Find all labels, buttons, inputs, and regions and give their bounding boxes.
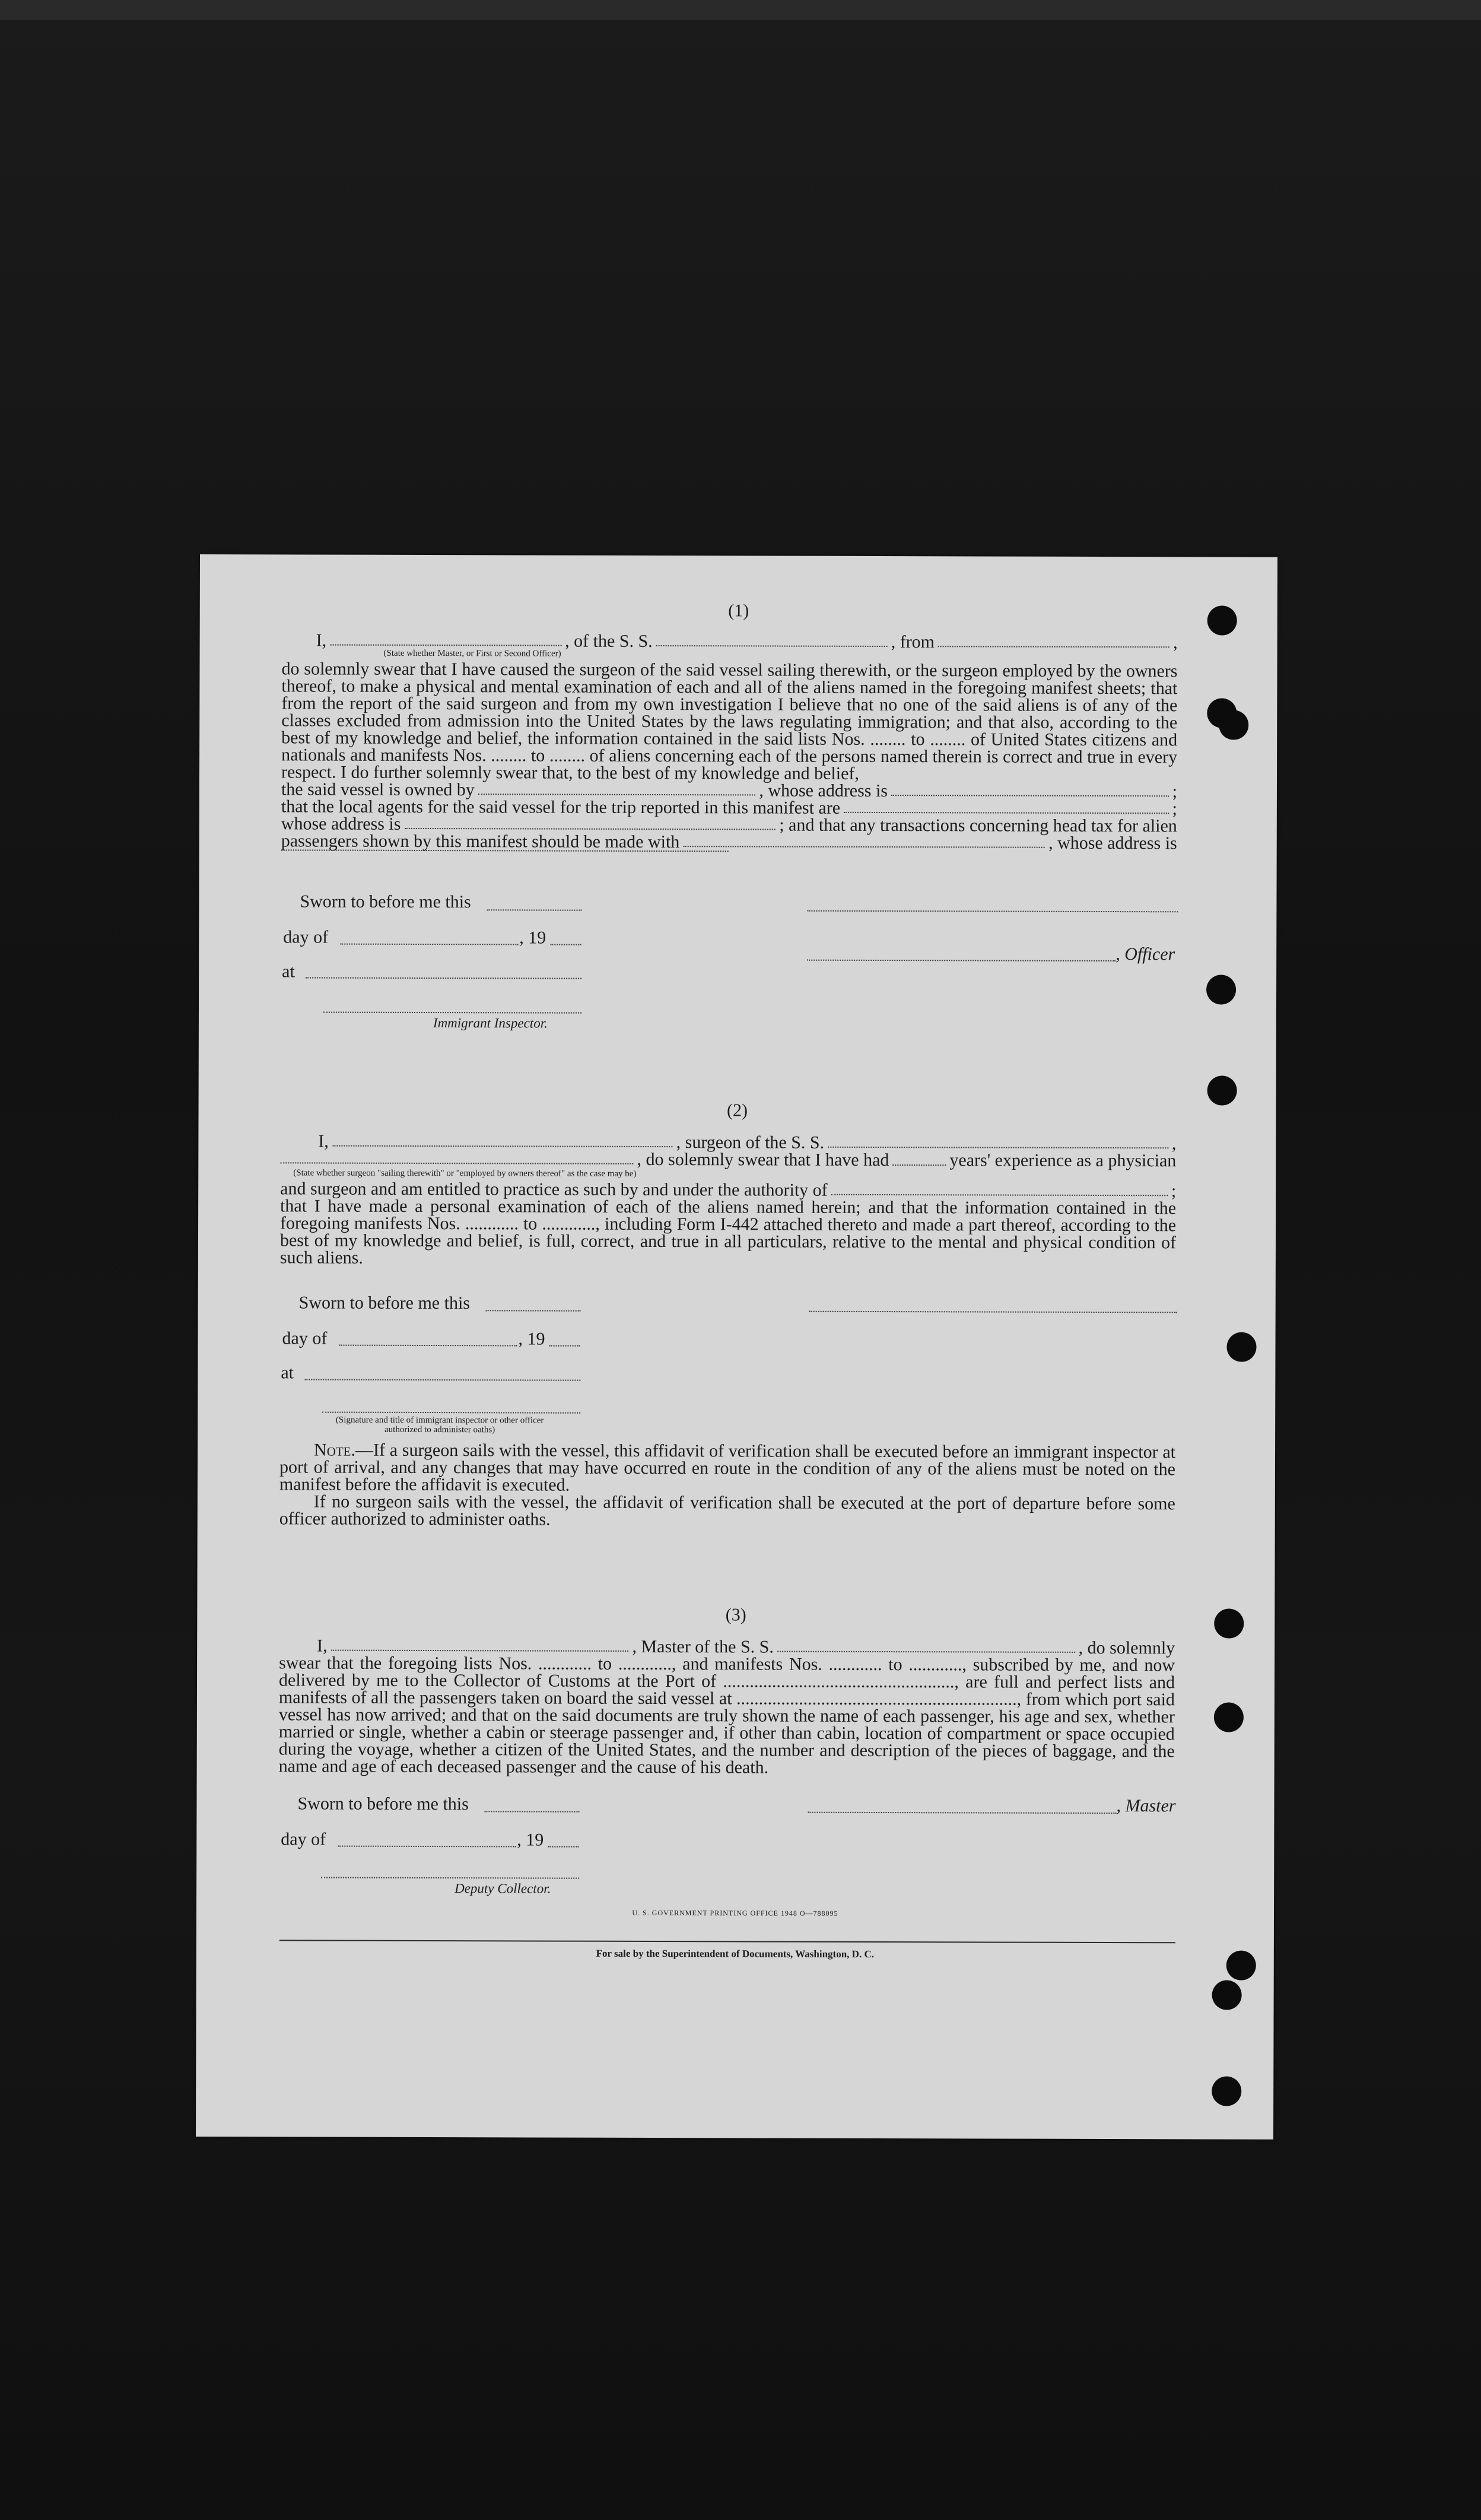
place-field-2[interactable] (304, 1379, 580, 1380)
section-1-from: , from (891, 632, 935, 652)
punch-hole (1214, 1702, 1244, 1732)
sworn-date-field-2[interactable] (486, 1310, 581, 1311)
years-field[interactable] (892, 1164, 946, 1166)
sworn-label-1: Sworn to before me this (300, 891, 471, 912)
local-agents-label: that the local agents for the said vessel for the trip reported in this manifest are (281, 796, 841, 818)
master-vessel-field[interactable] (777, 1651, 1075, 1653)
master-of-label: , Master of the S. S. (632, 1636, 774, 1657)
day-of-label-3: day of (281, 1829, 326, 1849)
section-2-i: I, (318, 1131, 329, 1151)
day-of-label-2: day of (282, 1328, 328, 1348)
at-label-1: at (282, 961, 295, 982)
officer-title-field[interactable] (807, 960, 1115, 961)
punch-hole (1207, 1075, 1237, 1105)
month-field-3[interactable] (338, 1846, 516, 1848)
month-field-2[interactable] (339, 1345, 517, 1347)
surgeon-vessel-field[interactable] (828, 1147, 1168, 1149)
section-1-number: (1) (728, 601, 749, 621)
section-3-body-text: swear that the foregoing lists Nos. ............ to ............, and manifests Nos. ............ to ............, subscribed by me, and now delivered by me to the Collector of Customs at the Port of ...................................................., are full and perfect lists and manifests of all the passengers taken on board the said vessel at ..............................................................., from which port said vessel has now arrived; and that on the said documents are truly shown the name of each passenger, his age and sex, whether married or single, whether a cabin or steerage passenger and, if other than cabin, location of compartment or space occupied during the voyage, whether a citizen of the United States, and the number and description of the pieces of baggage, and the name and age of each deceased passenger and the cause of his death. (278, 1653, 1175, 1778)
authority-label: and surgeon and am entitled to practice as such by and under the authority of (280, 1179, 828, 1200)
master-name-field[interactable] (331, 1650, 629, 1652)
punch-hole (1226, 1332, 1256, 1362)
sworn-date-field-3[interactable] (484, 1811, 579, 1812)
printer-imprint: U. S. GOVERNMENT PRINTING OFFICE 1948 O—788095 (632, 1908, 838, 1918)
officer-signature-field[interactable] (807, 910, 1178, 913)
surgeon-status-field[interactable] (280, 1162, 633, 1164)
inspector-signature-field[interactable] (323, 1012, 581, 1014)
master-label: , Master (1116, 1796, 1176, 1816)
place-field-1[interactable] (306, 977, 581, 979)
officer-label: , Officer (1115, 944, 1175, 964)
surgeon-signature-field[interactable] (809, 1311, 1177, 1313)
section-2-header: I, , surgeon of the S. S. , , do solemnly swear that I have had years' experience as a physician (280, 1132, 1176, 1169)
punch-hole (1206, 975, 1236, 1004)
owner-address-label: , whose address is (759, 780, 888, 801)
rank-field[interactable] (330, 645, 561, 646)
section-1-i: I, (316, 630, 327, 650)
year-label-1: , 19 (519, 928, 546, 948)
head-tax-label: ; and that any transactions concerning head tax for alien (779, 815, 1177, 836)
sworn-label-3: Sworn to before me this (297, 1794, 469, 1814)
section-1-body: do solemnly swear that I have caused the surgeon of the said vessel sailing therewith, or the surgeon employed by the owners thereof, to make a physical and mental examination of each and all of the aliens named in the foregoing manifest sheets; that from the report of the said surgeon and from my own investigation I believe that no one of the said aliens is of any of the classes excluded from admission into the United States by the laws regulating immigration; and that also, according to the best of my knowledge and belief, the information contained in the said lists Nos. ........ to ........ of United States citizens and nationals and manifests Nos. ........ to ........ of aliens concerning each of the persons named therein is correct and true in every respect. I do further solemnly swear that, to the best of my knowledge and belief, the said vessel is owned by , whose address is ; that the local agents for the said vessel for the trip reported in this manifest are ; whose address is ; and that any transactions concerning head tax for alien passengers shown by this manifest should be made with , whose address is (281, 659, 1178, 853)
swear-had-label: , do solemnly swear that I have had (637, 1149, 889, 1170)
document-page (196, 554, 1277, 2140)
local-agents-field[interactable] (844, 812, 1168, 814)
agent-address-field[interactable] (404, 828, 776, 830)
surgeon-of-label: , surgeon of the S. S. (676, 1132, 825, 1153)
owned-by-label: the said vessel is owned by (281, 779, 475, 800)
do-solemnly-label: , do solemnly (1078, 1637, 1175, 1658)
master-signature-field[interactable] (808, 1812, 1116, 1814)
month-field-1[interactable] (340, 944, 518, 945)
punch-hole (1219, 710, 1248, 740)
section-3-i: I, (317, 1636, 328, 1656)
year-label-3: , 19 (517, 1830, 544, 1850)
owner-field[interactable] (478, 794, 756, 795)
section-2-number: (2) (727, 1100, 748, 1121)
punch-hole (1212, 2076, 1241, 2106)
section-2-subcaption: (State whether surgeon "sailing therewith" or "employed by owners thereof" as the case may be) (293, 1168, 637, 1179)
footer-rule (279, 1940, 1175, 1943)
authorized-officer-signature-field[interactable] (322, 1412, 580, 1414)
section-1-header-line: I, , of the S. S. , from , (316, 630, 1178, 653)
authority-field[interactable] (831, 1194, 1168, 1196)
section-3-body (279, 1637, 1175, 1777)
section-1-body-text: do solemnly swear that I have caused the surgeon of the said vessel sailing therewith, or the surgeon employed by the owners thereof, to make a physical and mental examination of each and all of the aliens named in the foregoing manifest sheets; that from the report of the said surgeon and from my own investigation I believe that no one of the said aliens is of any of the classes excluded from admission into the United States by the laws regulating immigration; and that also, according to the best of my knowledge and belief, the information contained in the said lists Nos. ........ to ........ of United States citizens and nationals and manifests Nos. ........ to ........ of aliens concerning each of the persons named therein is correct and true in every respect. I do further solemnly swear that, to the best of my knowledge and belief, (281, 659, 1178, 783)
sale-notice: For sale by the Superintendent of Documents, Washington, D. C. (596, 1947, 875, 1960)
at-label-2: at (281, 1363, 294, 1383)
collector-caption: Deputy Collector. (455, 1881, 551, 1896)
year-field-2[interactable] (549, 1345, 580, 1347)
day-of-label-1: day of (283, 927, 329, 947)
years-label: years' experience as a physician (949, 1150, 1177, 1171)
passengers-label: passengers shown by this manifest should be made with (281, 831, 680, 852)
section-3-number: (3) (725, 1605, 746, 1625)
head-tax-contact-field[interactable] (683, 846, 1045, 848)
vessel-name-field[interactable] (656, 645, 888, 647)
note-label: Note. (314, 1440, 356, 1460)
section-1-subcaption: (State whether Master, or First or Second Officer) (383, 648, 561, 659)
signature-caption-2: (Signature and title of immigrant inspector or other officer authorized to administer oaths) (335, 1415, 544, 1435)
collector-signature-field[interactable] (321, 1877, 579, 1879)
note-paragraph-2: If no surgeon sails with the vessel, the affidavit of verification shall be executed at the port of departure before some officer authorized to administer oaths. (279, 1491, 1175, 1529)
note-block (279, 1441, 1175, 1529)
year-field-3[interactable] (548, 1846, 579, 1848)
sworn-date-field-1[interactable] (487, 909, 581, 910)
scan-top-edge (0, 0, 1481, 20)
year-field-1[interactable] (550, 944, 581, 945)
sworn-label-2: Sworn to before me this (298, 1293, 471, 1313)
section-1-of-ss: , of the S. S. (565, 631, 653, 651)
punch-hole (1212, 1980, 1242, 2010)
contact-address-label: , whose address is (1048, 833, 1177, 853)
section-2-body-text: that I have made a personal examination of each of the aliens named herein; and that the information contained in the foregoing manifests Nos. ............ to ............, including Form I-442 attached thereto and made a part thereof, according to the best of my knowledge and belief, is full, correct, and true in all particulars, relative to the mental and physical condition of such aliens. (279, 1196, 1177, 1268)
agent-address-label: whose address is (281, 814, 401, 834)
surgeon-name-field[interactable] (332, 1145, 673, 1148)
inspector-caption: Immigrant Inspector. (433, 1015, 548, 1031)
owner-address-field[interactable] (891, 795, 1169, 796)
section-2-body: and surgeon and am entitled to practice as such by and under the authority of ; that I have made a personal examination of each of the aliens named herein; and that the information contained in the foregoing manifests Nos. ............ to ............, including Form I-442 attached thereto and made a part thereof, according to the best of my knowledge and belief, is full, correct, and true in all particulars, relative to the mental and physical condition of such aliens. (279, 1179, 1177, 1268)
departure-port-field[interactable] (938, 646, 1169, 648)
note-paragraph-1 (279, 1441, 1175, 1495)
year-label-2: , 19 (518, 1329, 545, 1349)
note-text-1: —If a surgeon sails with the vessel, this affidavit of verification shall be executed before an immigrant inspector at port of arrival, and any changes that may have occurred en route in the condition of any of the aliens must be noted on the manifest before the affidavit is executed. (279, 1440, 1176, 1495)
